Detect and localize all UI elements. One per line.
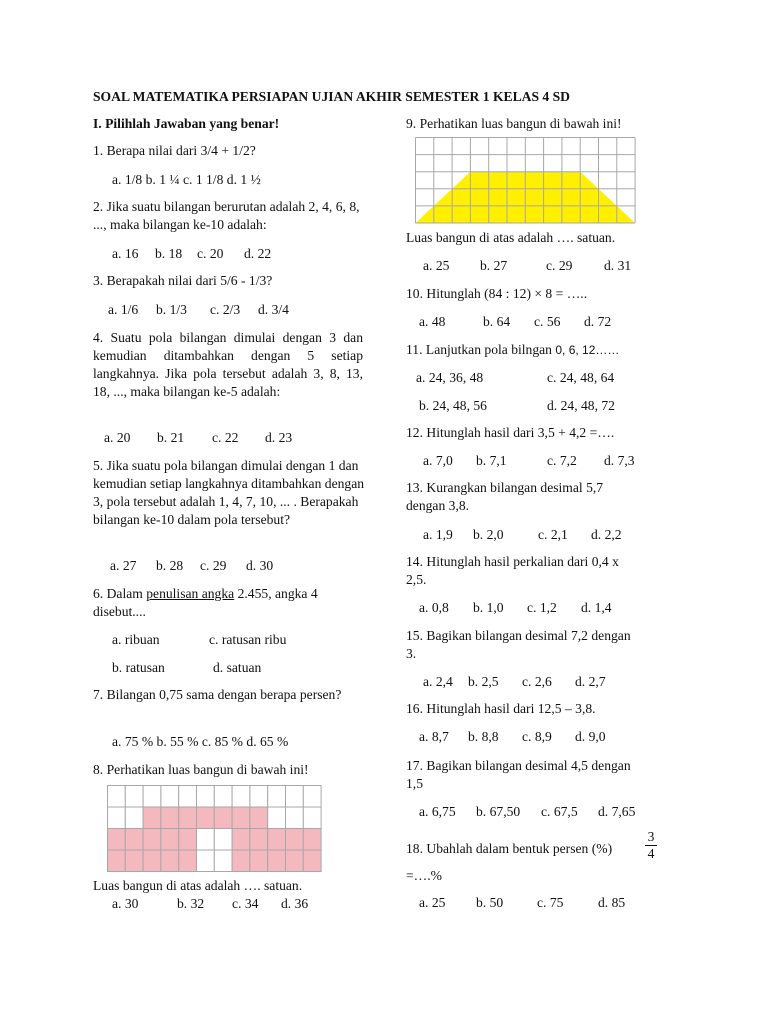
q3-option-b: b. 1/3 — [156, 302, 187, 317]
q8-shaded-cell — [125, 850, 143, 872]
q11-option-b: b. 24, 48, 56 — [419, 398, 487, 413]
q8-shaded-cell — [214, 807, 232, 829]
q18-option-c: c. 75 — [537, 895, 564, 910]
q12-option-d: d. 7,3 — [604, 453, 635, 468]
question-3: 3. Berapakah nilai dari 5/6 - 1/3? — [93, 273, 273, 288]
question-5: 5. Jika suatu pola bilangan dimulai dengan 1 dan kemudian setiap langkahnya ditambahkan dengan 3, pola tersebut adalah 1, 4, 7, 10, ... . Berapakah bilangan ke-10 dalam pola tersebut? — [93, 458, 365, 527]
q10-option-c: c. 56 — [534, 314, 561, 329]
q9-option-c: c. 29 — [546, 258, 573, 273]
q8-shaded-cell — [179, 829, 197, 851]
q8-grid-cell — [108, 807, 126, 829]
q15-option-b: b. 2,5 — [468, 674, 499, 689]
q13-option-d: d. 2,2 — [591, 527, 622, 542]
q3-option-d: d. 3/4 — [258, 302, 289, 317]
q9-option-a: a. 25 — [423, 258, 450, 273]
q17-option-b: b. 67,50 — [476, 804, 521, 819]
q8-shaded-cell — [286, 850, 304, 872]
q8-shaded-cell — [108, 850, 126, 872]
q8-grid-cell — [303, 807, 321, 829]
question-15-line1: 15. Bagikan bilangan desimal 7,2 dengan — [406, 628, 631, 643]
q15-option-a: a. 2,4 — [423, 674, 453, 689]
q8-shaded-cell — [161, 829, 179, 851]
q8-grid-cell — [214, 850, 232, 872]
q17-option-a: a. 6,75 — [419, 804, 456, 819]
q9-option-d: d. 31 — [604, 258, 632, 273]
q18-fraction-numerator: 3 — [647, 829, 655, 844]
question-2: 2. Jika suatu bilangan berurutan adalah 2, 4, 6, 8, ..., maka bilangan ke-10 adalah: — [93, 199, 360, 232]
question-6-text-post: 2.455, angka 4 disebut.... — [93, 586, 318, 619]
q14-option-b: b. 1,0 — [473, 600, 504, 615]
question-17-line1: 17. Bagikan bilangan desimal 4,5 dengan — [406, 758, 631, 773]
q8-shaded-cell — [250, 829, 268, 851]
question-10: 10. Hitunglah (84 : 12) × 8 = ….. — [406, 286, 588, 301]
q8-grid-cell — [197, 786, 215, 808]
q6-option-d: d. satuan — [213, 660, 262, 675]
q13-option-a: a. 1,9 — [423, 527, 453, 542]
q8-shaded-cell — [286, 829, 304, 851]
question-15-line2: 3. — [406, 646, 417, 661]
q9-shape-grid — [415, 137, 637, 224]
question-11-sequence: 0, 6, 12…… — [555, 343, 620, 357]
q8-grid-cell — [108, 786, 126, 808]
q8-option-c: c. 34 — [232, 896, 259, 911]
q11-option-d: d. 24, 48, 72 — [547, 398, 615, 413]
question-16: 16. Hitunglah hasil dari 12,5 – 3,8. — [406, 701, 596, 716]
q8-grid-cell — [303, 786, 321, 808]
q10-option-a: a. 48 — [419, 314, 446, 329]
question-11-text: 11. Lanjutkan pola bilngan — [406, 342, 556, 357]
q16-option-a: a. 8,7 — [419, 729, 449, 744]
q8-grid-cell — [179, 786, 197, 808]
question-1-options: a. 1/8 b. 1 ¼ c. 1 1/8 d. 1 ½ — [112, 172, 261, 187]
question-4: 4. Suatu pola bilangan dimulai dengan 3 dan kemudian ditambahkan dengan 5 setiap langkahnya. Jika pola tersebut adalah 3, 8, 13, 18, ..., maka bilangan ke-5 adalah: — [93, 330, 363, 399]
question-17-line2: 1,5 — [406, 776, 423, 791]
q8-grid-cell — [286, 807, 304, 829]
section-heading: I. Pilihlah Jawaban yang benar! — [93, 116, 280, 131]
q8-shape-grid — [107, 785, 323, 872]
q8-option-d: d. 36 — [281, 896, 309, 911]
question-6-text-pre: 6. Dalam — [93, 586, 147, 601]
q2-option-a: a. 16 — [112, 246, 139, 261]
q14-option-a: a. 0,8 — [419, 600, 449, 615]
q6-option-b: b. ratusan — [112, 660, 165, 675]
q8-shaded-cell — [197, 807, 215, 829]
q8-grid-cell — [268, 807, 286, 829]
q5-option-d: d. 30 — [246, 558, 274, 573]
q8-shaded-cell — [232, 850, 250, 872]
question-7: 7. Bilangan 0,75 sama dengan berapa persen? — [93, 687, 342, 702]
q10-option-b: b. 64 — [483, 314, 511, 329]
q18-option-b: b. 50 — [476, 895, 504, 910]
q8-shaded-cell — [125, 829, 143, 851]
q8-grid-cell — [250, 786, 268, 808]
question-14-line1: 14. Hitunglah hasil perkalian dari 0,4 x — [406, 554, 619, 569]
q8-shaded-cell — [143, 807, 161, 829]
q8-shaded-cell — [161, 807, 179, 829]
q9-option-b: b. 27 — [480, 258, 508, 273]
question-8: 8. Perhatikan luas bangun di bawah ini! — [93, 762, 309, 777]
q8-grid-cell — [232, 786, 250, 808]
q8-shaded-cell — [268, 850, 286, 872]
q18-option-a: a. 25 — [419, 895, 446, 910]
q11-option-a: a. 24, 36, 48 — [416, 370, 484, 385]
question-13-line1: 13. Kurangkan bilangan desimal 5,7 — [406, 480, 604, 495]
q14-option-c: c. 1,2 — [527, 600, 557, 615]
q2-option-b: b. 18 — [155, 246, 183, 261]
q15-option-d: d. 2,7 — [575, 674, 606, 689]
q18-option-d: d. 85 — [598, 895, 626, 910]
q13-option-c: c. 2,1 — [538, 527, 568, 542]
q11-option-c: c. 24, 48, 64 — [547, 370, 615, 385]
q16-option-d: d. 9,0 — [575, 729, 606, 744]
q3-option-c: c. 2/3 — [210, 302, 241, 317]
q8-grid-cell — [143, 786, 161, 808]
q8-caption: Luas bangun di atas adalah …. satuan. — [93, 878, 303, 893]
q2-option-c: c. 20 — [197, 246, 224, 261]
q8-grid-cell — [125, 807, 143, 829]
q8-shaded-cell — [303, 850, 321, 872]
question-7-options: a. 75 % b. 55 % c. 85 % d. 65 % — [112, 734, 289, 749]
q14-option-d: d. 1,4 — [581, 600, 612, 615]
page-title: SOAL MATEMATIKA PERSIAPAN UJIAN AKHIR SEMESTER 1 KELAS 4 SD — [93, 89, 570, 104]
q8-shaded-cell — [108, 829, 126, 851]
q8-shaded-cell — [179, 807, 197, 829]
q8-option-b: b. 32 — [177, 896, 205, 911]
q8-grid-cell — [197, 829, 215, 851]
question-6-underlined: penulisan angka — [146, 586, 235, 601]
q4-option-d: d. 23 — [265, 430, 293, 445]
q8-shaded-cell — [161, 850, 179, 872]
q8-shaded-cell — [250, 850, 268, 872]
q3-option-a: a. 1/6 — [108, 302, 139, 317]
q18-fraction-denominator: 4 — [647, 846, 655, 861]
q12-option-c: c. 7,2 — [547, 453, 577, 468]
q8-grid-cell — [197, 850, 215, 872]
q16-option-b: b. 8,8 — [468, 729, 499, 744]
q8-shaded-cell — [232, 829, 250, 851]
q9-caption: Luas bangun di atas adalah …. satuan. — [406, 230, 616, 245]
q2-option-d: d. 22 — [244, 246, 272, 261]
q8-shaded-cell — [179, 850, 197, 872]
question-11 — [406, 341, 619, 359]
question-6 — [93, 585, 363, 621]
q8-grid-cell — [286, 786, 304, 808]
question-13-line2: dengan 3,8. — [406, 498, 470, 513]
q12-option-b: b. 7,1 — [476, 453, 507, 468]
q5-option-c: c. 29 — [200, 558, 227, 573]
q12-option-a: a. 7,0 — [423, 453, 453, 468]
q17-option-d: d. 7,65 — [598, 804, 636, 819]
q5-option-b: b. 28 — [156, 558, 184, 573]
q8-grid-cell — [125, 786, 143, 808]
q8-shaded-cell — [250, 807, 268, 829]
q4-option-a: a. 20 — [104, 430, 131, 445]
question-9: 9. Perhatikan luas bangun di bawah ini! — [406, 116, 622, 131]
q8-shaded-cell — [232, 807, 250, 829]
q4-option-b: b. 21 — [157, 430, 185, 445]
q8-shaded-cell — [143, 829, 161, 851]
q8-grid-cell — [214, 786, 232, 808]
question-18-tail: =….% — [406, 868, 442, 883]
question-1: 1. Berapa nilai dari 3/4 + 1/2? — [93, 143, 256, 158]
q8-option-a: a. 30 — [112, 896, 139, 911]
q8-shaded-cell — [303, 829, 321, 851]
q5-option-a: a. 27 — [110, 558, 137, 573]
q8-grid-cell — [268, 786, 286, 808]
q18-fraction — [644, 829, 658, 862]
q8-grid-cell — [161, 786, 179, 808]
question-18: 18. Ubahlah dalam bentuk persen (%) — [406, 841, 613, 856]
question-12: 12. Hitunglah hasil dari 3,5 + 4,2 =…. — [406, 425, 615, 440]
q6-option-c: c. ratusan ribu — [209, 632, 287, 647]
q4-option-c: c. 22 — [212, 430, 239, 445]
question-14-line2: 2,5. — [406, 572, 427, 587]
q15-option-c: c. 2,6 — [522, 674, 552, 689]
q17-option-c: c. 67,5 — [541, 804, 578, 819]
q8-shaded-cell — [143, 850, 161, 872]
q8-grid-cell — [214, 829, 232, 851]
q6-option-a: a. ribuan — [112, 632, 160, 647]
q8-shaded-cell — [268, 829, 286, 851]
q16-option-c: c. 8,9 — [522, 729, 552, 744]
q10-option-d: d. 72 — [584, 314, 612, 329]
q13-option-b: b. 2,0 — [473, 527, 504, 542]
